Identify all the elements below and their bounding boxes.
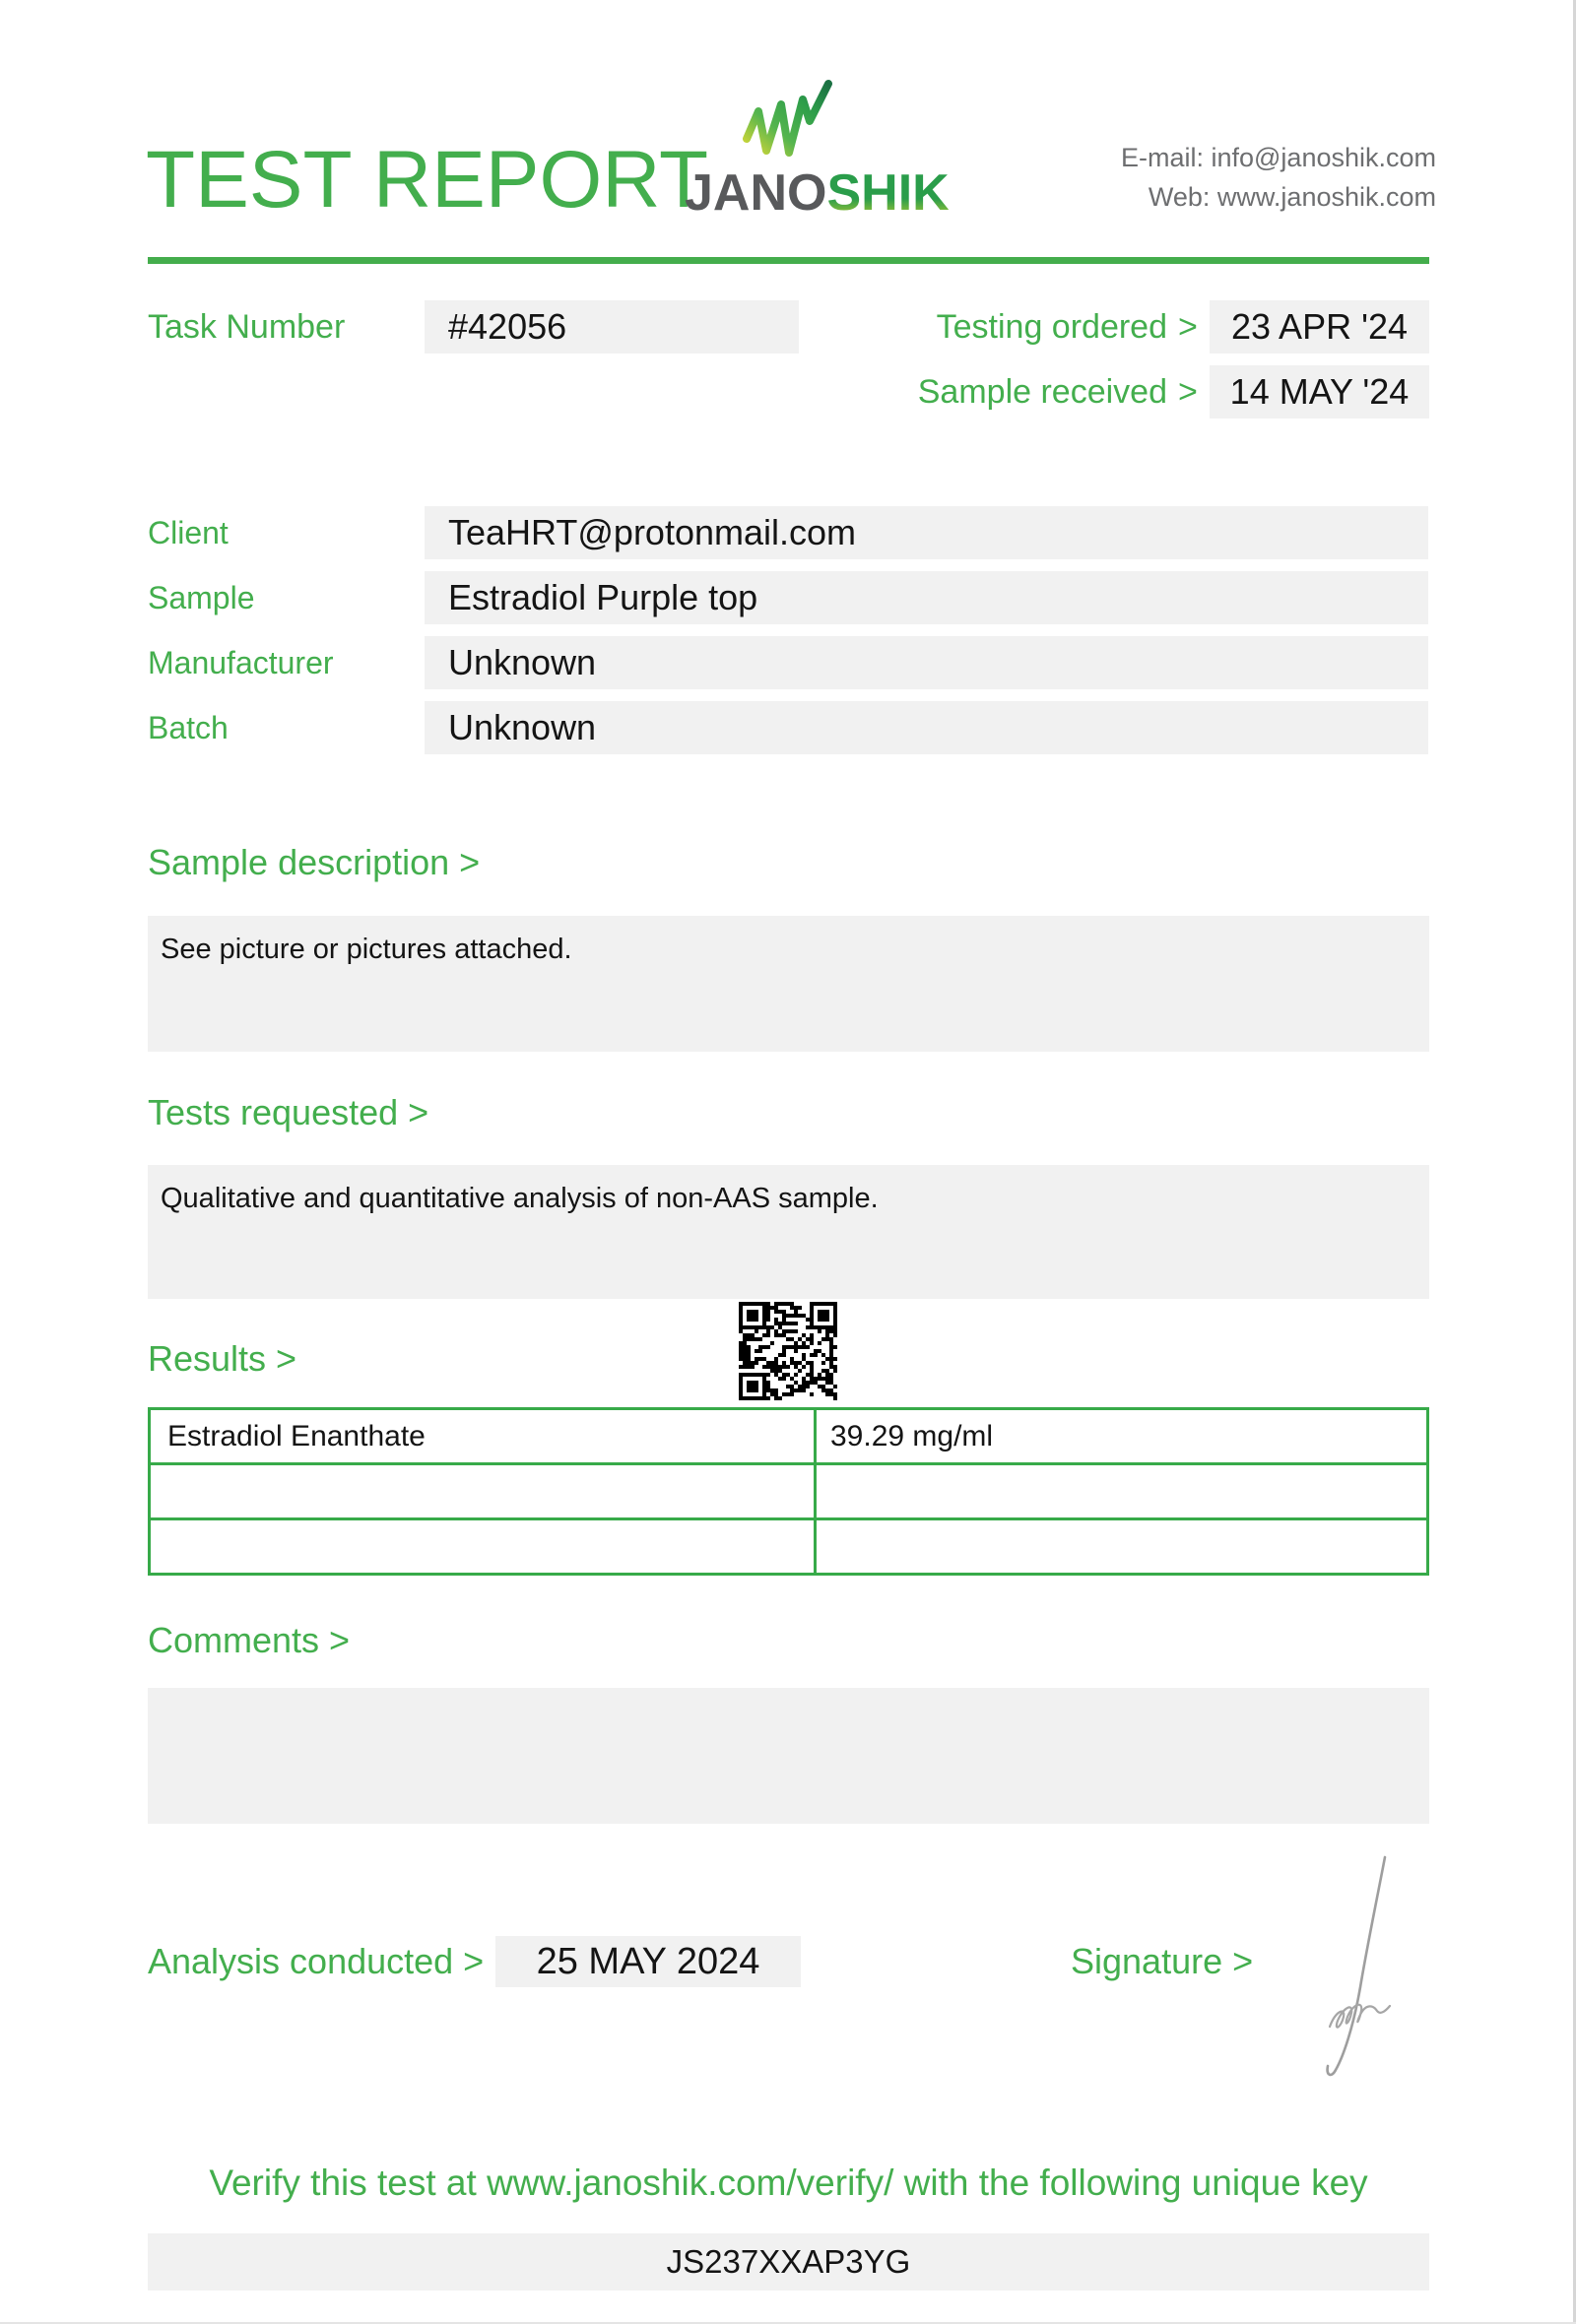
sample-received-field [1210,365,1429,419]
task-number-field [425,300,799,354]
manufacturer-value: Unknown [448,642,597,682]
analysis-conducted-label: Analysis conducted > [148,1941,485,1981]
batch-value: Unknown [448,707,597,747]
qr-code [739,1302,837,1400]
analysis-date-value: 25 MAY 2024 [536,1941,760,1982]
client-label: Client [148,515,229,550]
sample-description-box [148,916,1429,1052]
contact-email-line [1121,138,1436,177]
tests-requested-box [148,1165,1429,1299]
brand-wordmark [685,164,950,222]
testing-ordered-chevron: > [1178,308,1198,346]
comments-box [148,1688,1429,1824]
signature-image [1271,1851,1418,2080]
sample-label: Sample [148,580,255,615]
result-concentration: 39.29 mg/ml [816,1409,1428,1464]
result-substance: Estradiol Enanthate [150,1409,816,1464]
contact-web-line [1121,177,1436,217]
result-substance [150,1519,816,1575]
verify-key-field [148,2233,1429,2291]
web-label: Web: [1148,182,1211,212]
verify-key-value: JS237XXAP3YG [666,2243,911,2280]
task-number-label: Task Number [148,308,346,346]
results-table [148,1407,1429,1576]
verify-instruction: Verify this test at www.janoshik.com/verify/ with the following unique key [209,2163,1368,2203]
table-row [150,1519,1428,1575]
testing-ordered-field [1210,300,1429,354]
batch-label: Batch [148,710,229,745]
page-title: TEST REPORT [146,135,709,225]
contact-info [1121,138,1436,217]
sample-description-text: See picture or pictures attached. [161,934,572,965]
table-row [150,1464,1428,1519]
testing-ordered-value: 23 APR '24 [1231,306,1408,347]
email-label: E-mail: [1120,143,1204,172]
brand-jano: JANO [685,164,827,222]
manufacturer-label: Manufacturer [148,645,334,680]
task-number-value: #42056 [448,306,567,347]
manufacturer-field [425,636,1428,689]
client-value: TeaHRT@protonmail.com [448,512,857,552]
web-value: www.janoshik.com [1216,182,1436,212]
tests-requested-heading: Tests requested > [148,1092,429,1132]
logo-chart-icon [742,77,836,165]
email-value: info@janoshik.com [1211,143,1436,172]
testing-ordered-label: Testing ordered [936,308,1167,346]
sample-value: Estradiol Purple top [448,577,758,617]
result-concentration [816,1519,1428,1575]
table-row [150,1409,1428,1464]
sample-received-value: 14 MAY '24 [1229,371,1410,412]
sample-description-heading: Sample description > [148,842,481,882]
batch-field [425,701,1428,754]
analysis-date-field [495,1936,801,1987]
comments-heading: Comments > [148,1620,351,1660]
sample-field [425,571,1428,624]
result-substance [150,1464,816,1519]
brand-shik: SHIK [826,164,950,222]
tests-requested-text: Qualitative and quantitative analysis of non-AAS sample. [161,1183,879,1214]
sample-received-chevron: > [1178,373,1198,411]
client-field [425,506,1428,559]
sample-received-label: Sample received [917,373,1167,411]
results-heading: Results > [148,1338,297,1379]
result-concentration [816,1464,1428,1519]
signature-label: Signature > [1071,1941,1254,1981]
header-divider [148,257,1429,264]
